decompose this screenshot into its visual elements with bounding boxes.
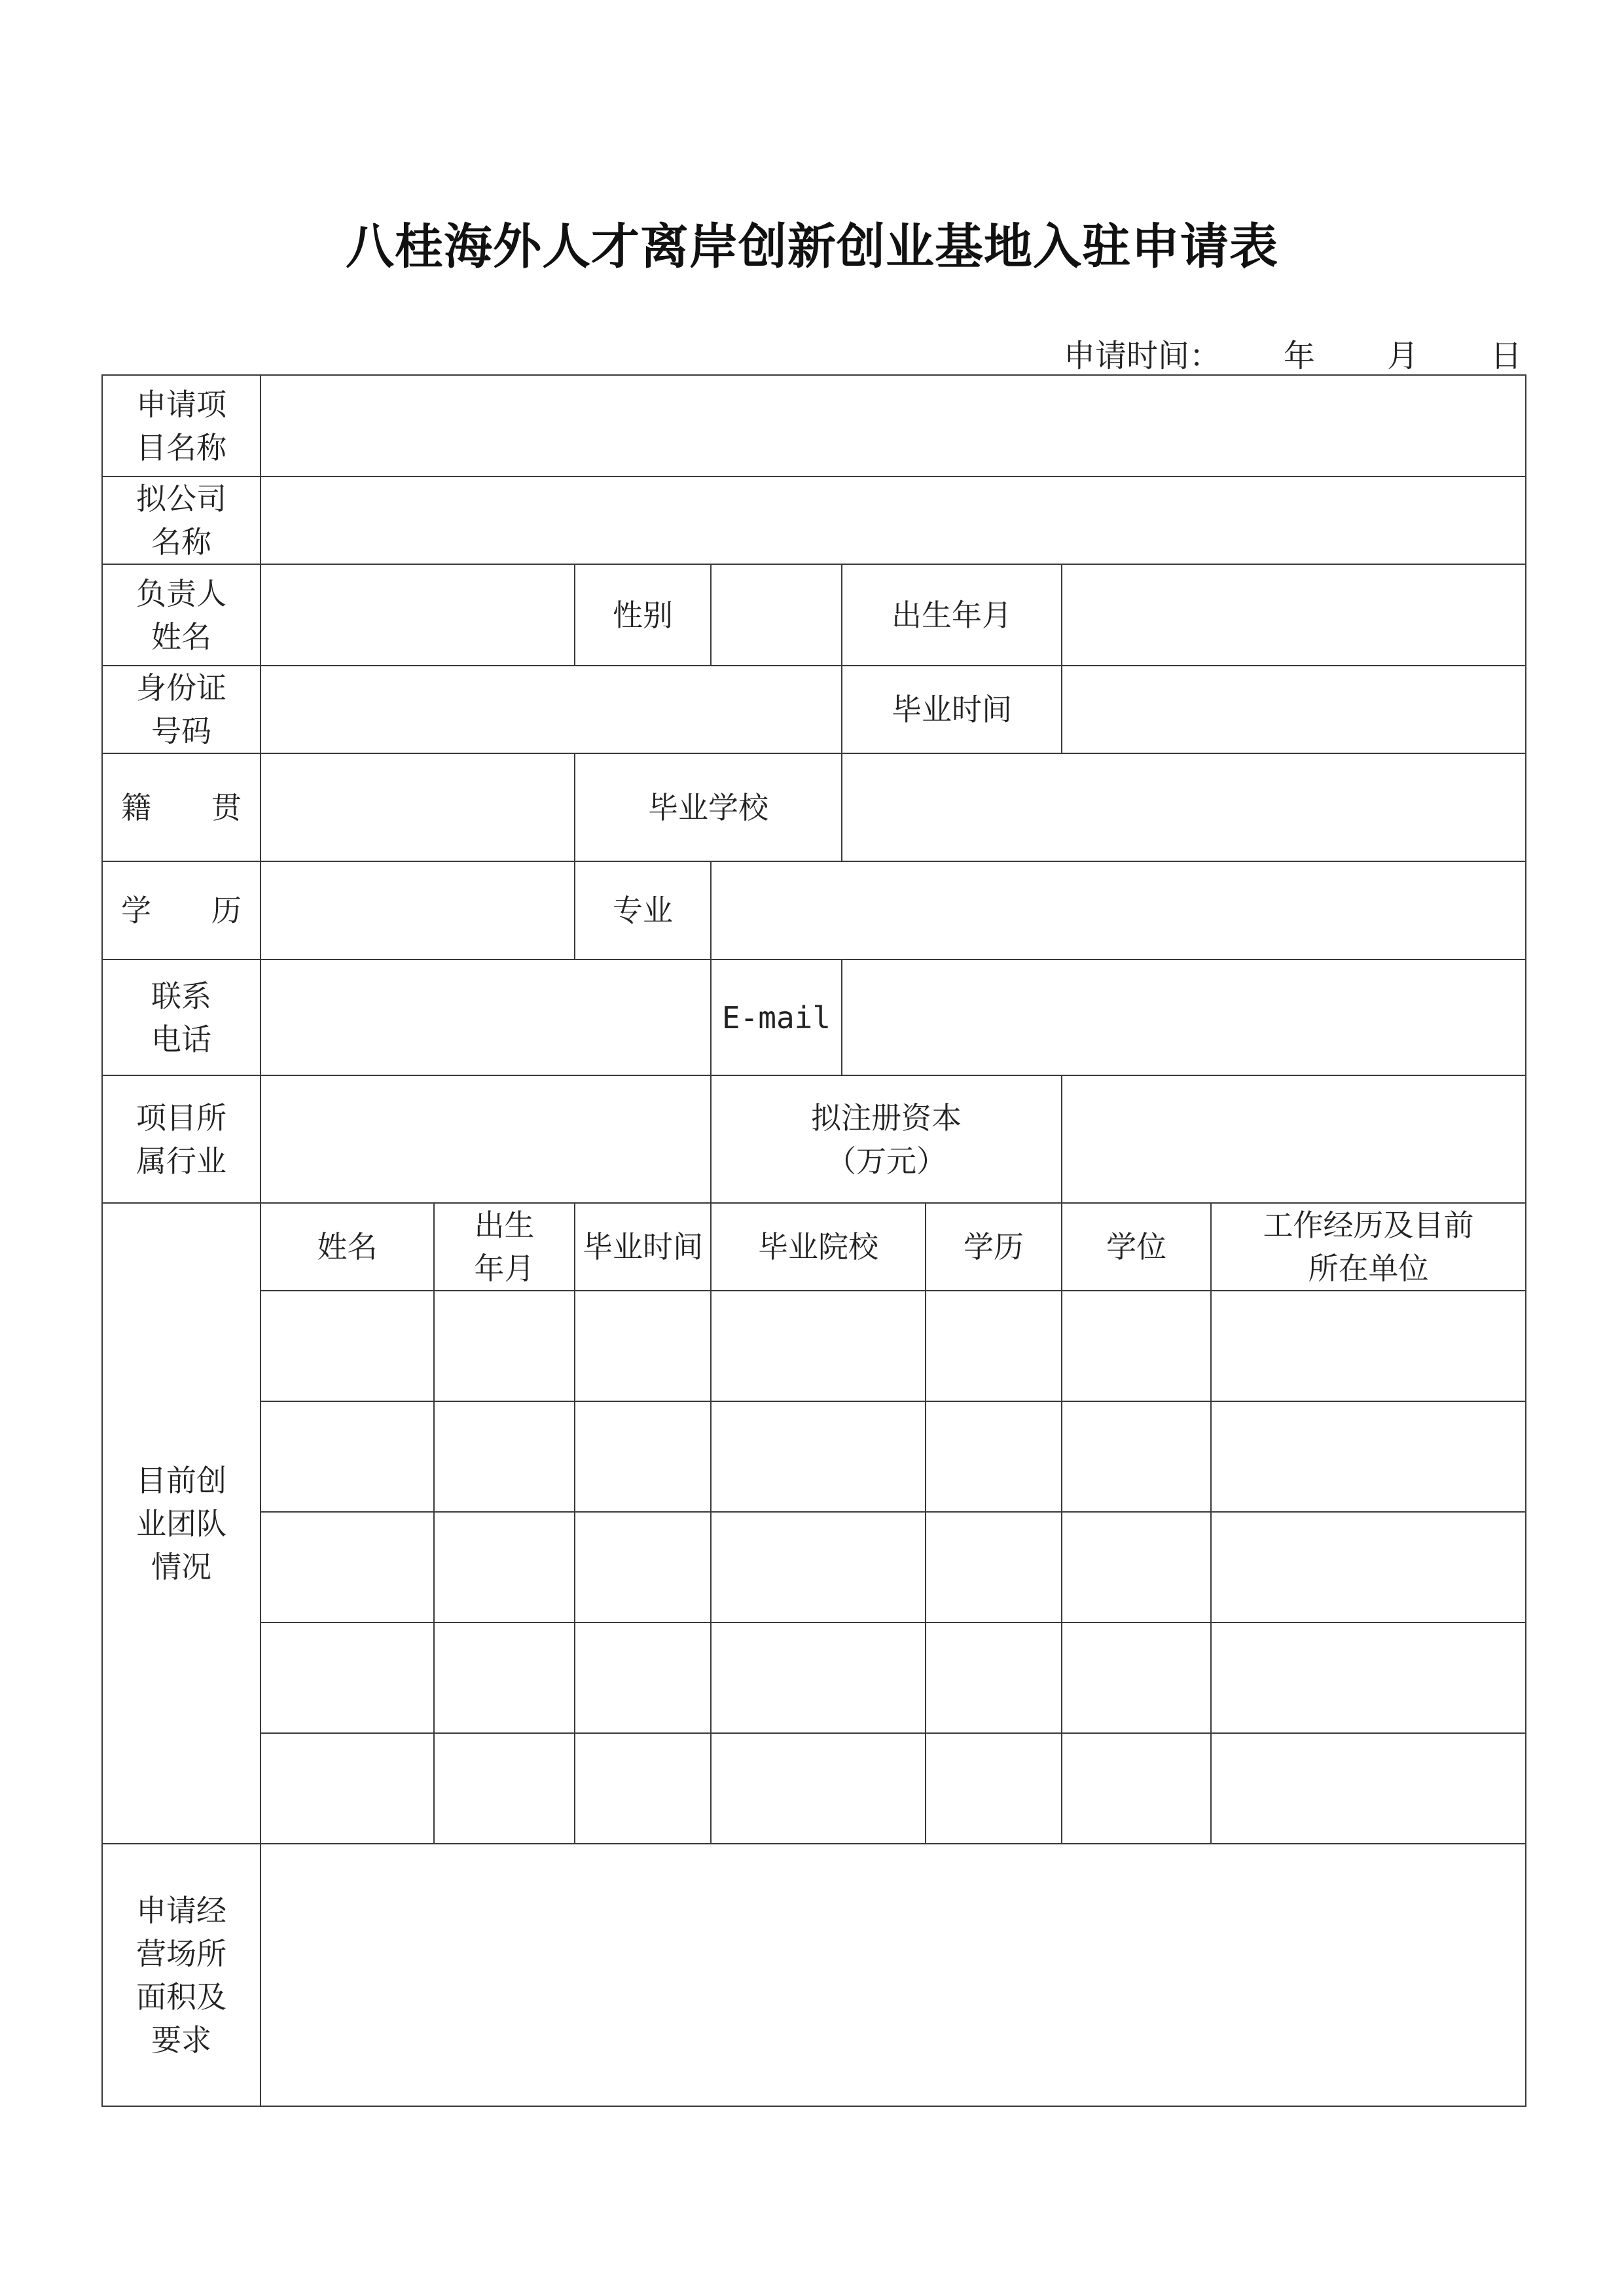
graduation-school-field[interactable]	[842, 753, 1526, 861]
team-cell-graduation-time[interactable]	[575, 1733, 711, 1844]
team-cell-work[interactable]	[1211, 1512, 1526, 1623]
row-native-place	[102, 753, 1526, 861]
graduation-school-label: 毕业学校	[575, 753, 842, 861]
graduation-time-label: 毕业时间	[842, 666, 1062, 753]
industry-label	[102, 1075, 261, 1203]
phone-label	[102, 960, 261, 1075]
project-name-label	[102, 375, 261, 476]
team-section-label-line: 业团队	[136, 1505, 226, 1541]
team-header-work-line: 工作经历及目前	[1263, 1208, 1474, 1243]
company-name-label-line: 拟公司	[136, 481, 226, 516]
email-field[interactable]	[842, 960, 1526, 1075]
registered-capital-label	[711, 1075, 1062, 1203]
gender-label: 性别	[575, 564, 711, 666]
team-header-work	[1211, 1203, 1526, 1291]
team-cell-education[interactable]	[926, 1512, 1062, 1623]
team-cell-school[interactable]	[711, 1733, 926, 1844]
team-header-degree: 学位	[1062, 1203, 1211, 1291]
date-year-label: 年	[1283, 338, 1315, 374]
team-header-school: 毕业院校	[711, 1203, 926, 1291]
team-cell-birth[interactable]	[434, 1401, 575, 1512]
team-section-label	[102, 1203, 261, 1844]
gender-field[interactable]	[711, 564, 842, 666]
graduation-time-field[interactable]	[1062, 666, 1526, 753]
team-row	[102, 1291, 1526, 1401]
team-cell-education[interactable]	[926, 1733, 1062, 1844]
education-field[interactable]	[261, 861, 575, 960]
team-cell-school[interactable]	[711, 1291, 926, 1401]
registered-capital-label-line: 拟注册资本	[811, 1100, 962, 1136]
team-cell-graduation-time[interactable]	[575, 1401, 711, 1512]
row-company-name	[102, 476, 1526, 564]
registered-capital-label-line: （万元）	[826, 1143, 947, 1179]
email-label: E-mail	[711, 960, 842, 1075]
company-name-label	[102, 476, 261, 564]
team-cell-name[interactable]	[261, 1512, 434, 1623]
team-section-label-line: 情况	[151, 1549, 211, 1585]
team-header-education: 学历	[926, 1203, 1062, 1291]
team-cell-degree[interactable]	[1062, 1623, 1211, 1733]
leader-name-label-line: 负责人	[136, 575, 226, 611]
leader-name-field[interactable]	[261, 564, 575, 666]
id-number-label-line: 身份证	[136, 670, 226, 706]
site-request-label	[102, 1844, 261, 2106]
team-cell-graduation-time[interactable]	[575, 1623, 711, 1733]
team-header-birth-line: 出生	[474, 1208, 535, 1243]
team-cell-school[interactable]	[711, 1512, 926, 1623]
project-name-label-line: 申请项	[136, 386, 226, 422]
team-cell-graduation-time[interactable]	[575, 1512, 711, 1623]
site-request-label-line: 申请经	[136, 1892, 226, 1928]
project-name-label-line: 目名称	[136, 429, 226, 465]
team-cell-education[interactable]	[926, 1291, 1062, 1401]
major-label: 专业	[575, 861, 711, 960]
team-header-name: 姓名	[261, 1203, 434, 1291]
form-title: 八桂海外人才离岸创新创业基地入驻申请表	[346, 219, 1278, 275]
team-cell-degree[interactable]	[1062, 1291, 1211, 1401]
registered-capital-field[interactable]	[1062, 1075, 1526, 1203]
industry-field[interactable]	[261, 1075, 711, 1203]
site-request-label-line: 面积及	[136, 1979, 226, 2015]
team-cell-name[interactable]	[261, 1291, 434, 1401]
team-cell-birth[interactable]	[434, 1733, 575, 1844]
team-cell-degree[interactable]	[1062, 1733, 1211, 1844]
phone-label-line: 电话	[151, 1021, 211, 1057]
team-row	[102, 1623, 1526, 1733]
team-cell-work[interactable]	[1211, 1623, 1526, 1733]
team-cell-name[interactable]	[261, 1401, 434, 1512]
team-cell-work[interactable]	[1211, 1733, 1526, 1844]
row-industry	[102, 1075, 1526, 1203]
team-header-row	[102, 1203, 1526, 1291]
industry-label-line: 属行业	[136, 1143, 226, 1179]
team-cell-work[interactable]	[1211, 1291, 1526, 1401]
row-id	[102, 666, 1526, 753]
leader-name-label-line: 姓名	[151, 619, 211, 655]
site-request-label-line: 要求	[151, 2022, 211, 2058]
application-form-table	[101, 374, 1526, 2107]
company-name-label-line: 名称	[151, 524, 211, 560]
birth-date-field[interactable]	[1062, 564, 1526, 666]
team-cell-school[interactable]	[711, 1401, 926, 1512]
team-cell-name[interactable]	[261, 1733, 434, 1844]
company-name-field[interactable]	[261, 476, 1526, 564]
team-cell-birth[interactable]	[434, 1623, 575, 1733]
team-header-birth-line: 年月	[474, 1251, 535, 1286]
application-date-label: 申请时间：	[1063, 338, 1221, 374]
id-number-label	[102, 666, 261, 753]
row-project-name	[102, 375, 1526, 476]
native-place-field[interactable]	[261, 753, 575, 861]
row-education	[102, 861, 1526, 960]
education-label: 学 历	[102, 861, 261, 960]
team-cell-education[interactable]	[926, 1623, 1062, 1733]
team-section-label-line: 目前创	[136, 1462, 226, 1498]
team-cell-graduation-time[interactable]	[575, 1291, 711, 1401]
native-place-label: 籍 贯	[102, 753, 261, 861]
id-number-field[interactable]	[261, 666, 842, 753]
team-cell-school[interactable]	[711, 1623, 926, 1733]
team-cell-education[interactable]	[926, 1401, 1062, 1512]
site-request-field[interactable]	[261, 1844, 1526, 2106]
row-leader	[102, 564, 1526, 666]
team-row	[102, 1401, 1526, 1512]
application-date-line	[1064, 331, 1522, 376]
row-contact	[102, 960, 1526, 1075]
phone-label-line: 联系	[151, 978, 211, 1014]
team-header-birth	[434, 1203, 575, 1291]
team-cell-name[interactable]	[261, 1623, 434, 1733]
site-request-label-line: 营场所	[136, 1935, 226, 1971]
team-cell-degree[interactable]	[1062, 1512, 1211, 1623]
row-site-request	[102, 1844, 1526, 2106]
team-cell-birth[interactable]	[434, 1291, 575, 1401]
birth-date-label: 出生年月	[842, 564, 1062, 666]
project-name-field[interactable]	[261, 375, 1526, 476]
industry-label-line: 项目所	[136, 1100, 226, 1136]
team-row	[102, 1512, 1526, 1623]
team-cell-degree[interactable]	[1062, 1401, 1211, 1512]
team-header-graduation-time: 毕业时间	[575, 1203, 711, 1291]
date-month-label: 月	[1386, 338, 1418, 374]
leader-name-label	[102, 564, 261, 666]
phone-field[interactable]	[261, 960, 711, 1075]
team-cell-birth[interactable]	[434, 1512, 575, 1623]
team-header-work-line: 所在单位	[1308, 1251, 1429, 1286]
date-day-label: 日	[1490, 338, 1522, 374]
team-cell-work[interactable]	[1211, 1401, 1526, 1512]
id-number-label-line: 号码	[151, 713, 211, 749]
team-row	[102, 1733, 1526, 1844]
major-field[interactable]	[711, 861, 1526, 960]
